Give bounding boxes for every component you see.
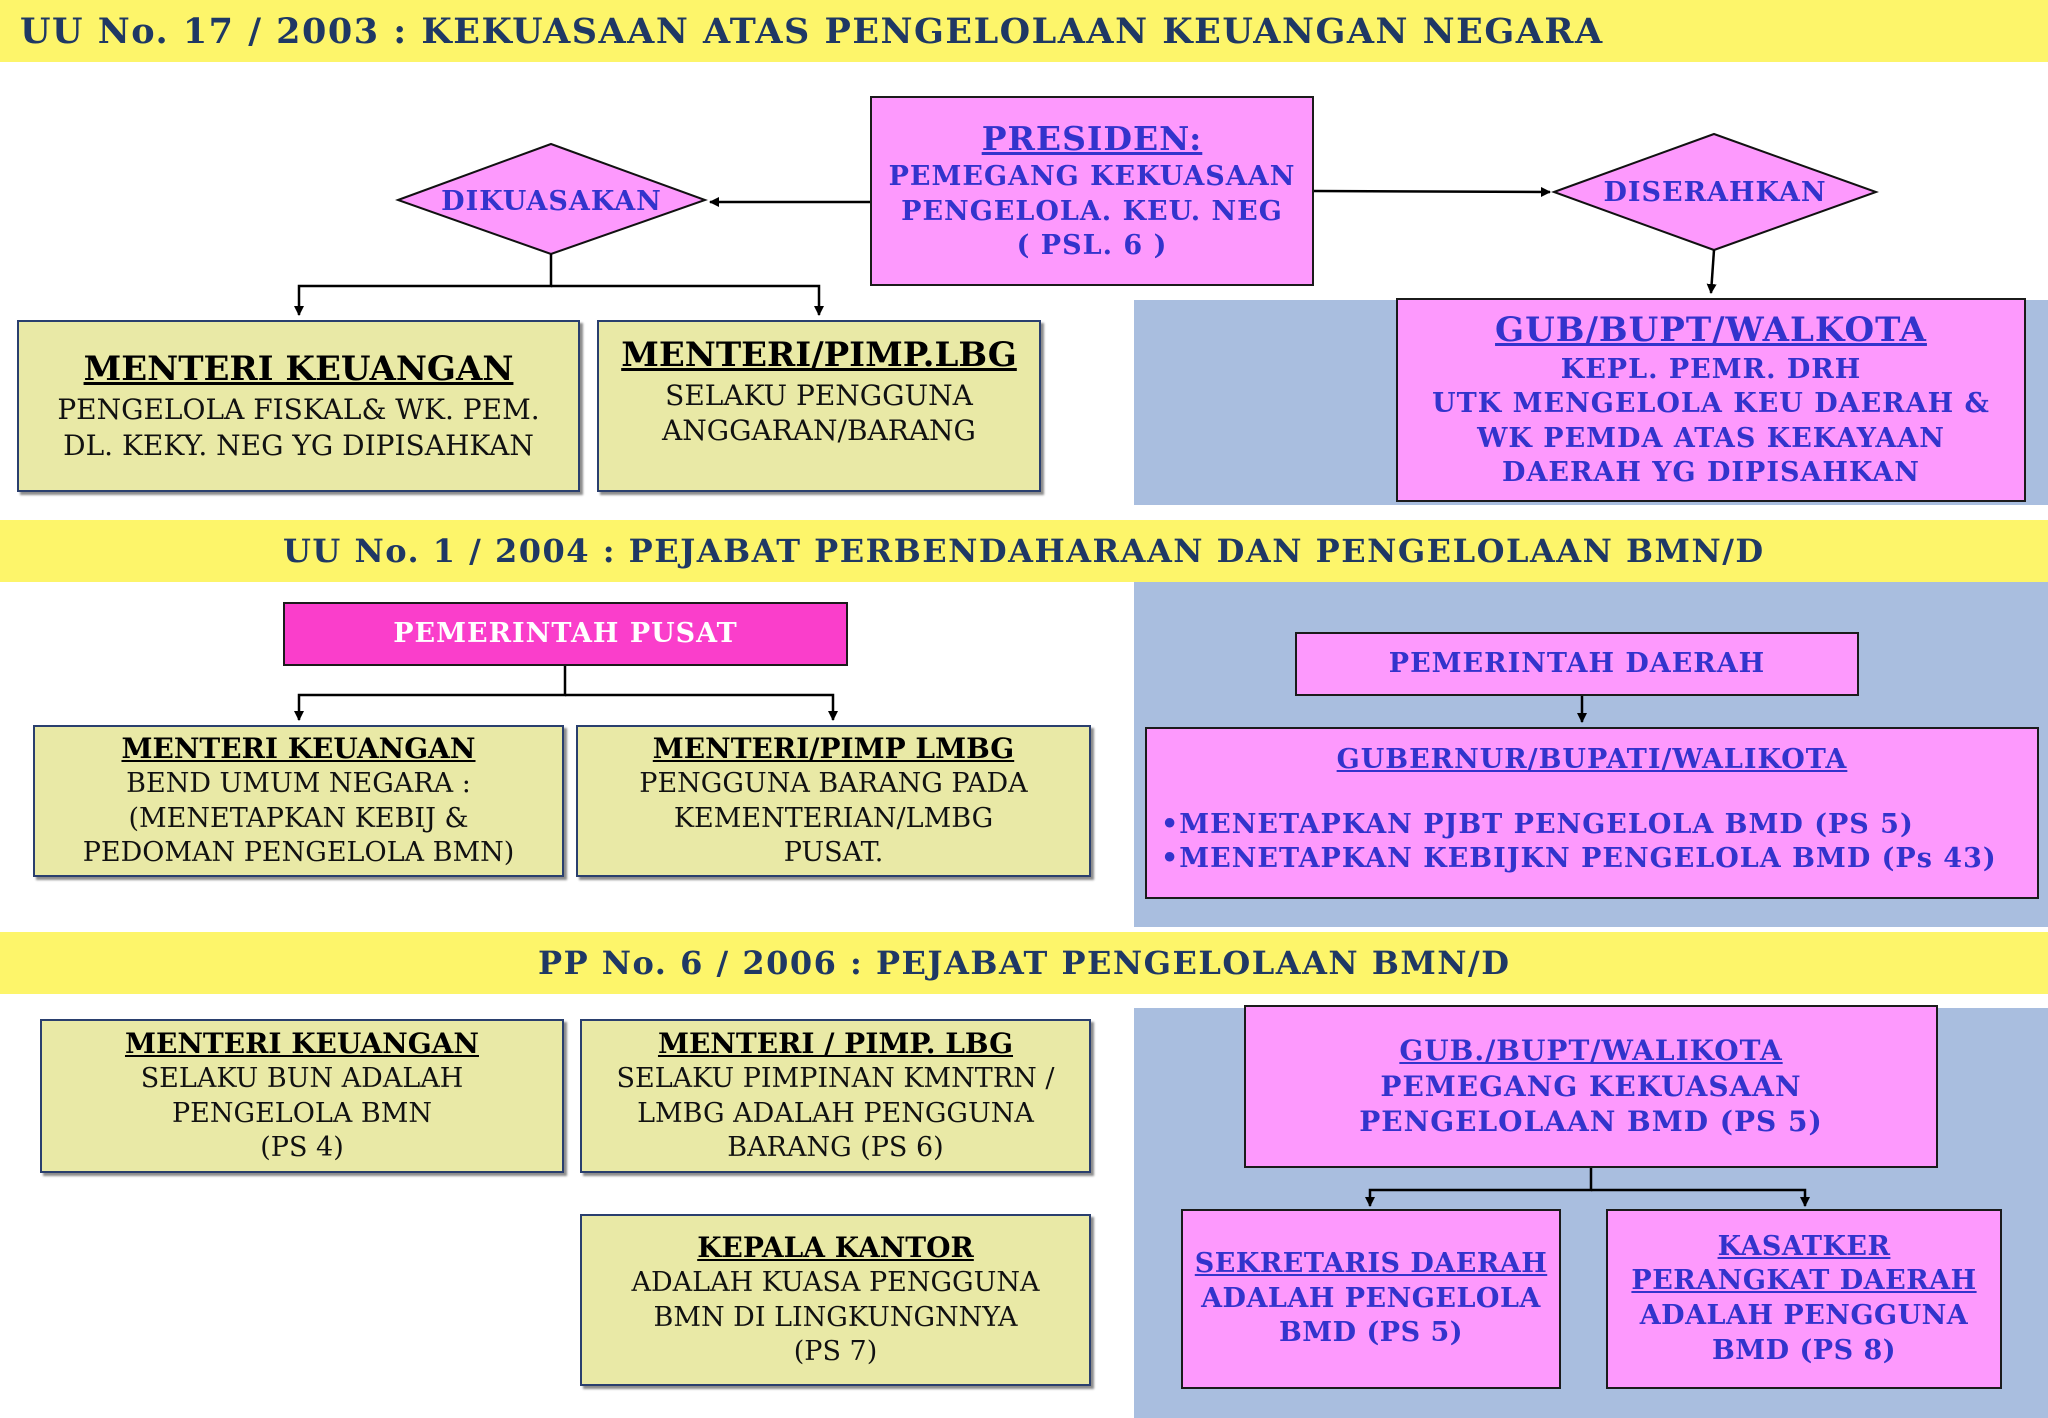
s1-menteri-keuangan-box bbox=[17, 320, 580, 492]
kasatker-title: KASATKER bbox=[1717, 1230, 1891, 1262]
arrow-diserahkan-gub bbox=[1711, 250, 1714, 293]
s2-menteri-keuangan-box bbox=[33, 725, 564, 877]
s3-gub-title: GUB./BUPT/WALIKOTA bbox=[1399, 1033, 1783, 1067]
s3-menteri-keuangan-line1: SELAKU BUN ADALAH bbox=[140, 1063, 464, 1095]
dikuasakan-label: DIKUASAKAN bbox=[441, 185, 662, 217]
s3-menteri-keuangan-box bbox=[40, 1019, 564, 1173]
s3-menteri-pimp-line1: SELAKU PIMPINAN KMNTRN / bbox=[616, 1063, 1055, 1095]
s3-menteri-pimp-title: MENTERI / PIMP. LBG bbox=[657, 1027, 1014, 1061]
s1-gub-line2: UTK MENGELOLA KEU DAERAH & bbox=[1432, 388, 1990, 420]
s2-gubernur-box bbox=[1145, 727, 2039, 899]
connector-dikuasakan-tree bbox=[299, 254, 551, 315]
s1-menteri-keuangan-line2: DL. KEKY. NEG YG DIPISAHKAN bbox=[63, 428, 534, 462]
arrow-presiden-diserahkan bbox=[1314, 191, 1550, 192]
s2-gubernur-bullet2: •MENETAPKAN KEBIJKN PENGELOLA BMD (Ps 43) bbox=[1161, 843, 1997, 875]
s3-menteri-pimp-line2: LMBG ADALAH PENGGUNA bbox=[637, 1097, 1034, 1129]
s3-menteri-pimp-box bbox=[580, 1019, 1091, 1173]
pemerintah-pusat-label: PEMERINTAH PUSAT bbox=[393, 617, 738, 649]
kepala-kantor-box bbox=[580, 1214, 1091, 1386]
s1-menteri-pimp-line2: ANGGARAN/BARANG bbox=[662, 414, 976, 448]
s3-gub-line1: PEMEGANG KEKUASAAN bbox=[1380, 1069, 1802, 1103]
sekda-line2: BMD (PS 5) bbox=[1278, 1317, 1464, 1349]
sekda-box bbox=[1181, 1209, 1561, 1389]
connector-dikuasakan-right bbox=[551, 286, 819, 315]
s1-gub-line4: DAERAH YG DIPISAHKAN bbox=[1502, 457, 1920, 489]
s1-gub-line3: WK PEMDA ATAS KEKAYAAN bbox=[1477, 422, 1945, 454]
s3-menteri-keuangan-title: MENTERI KEUANGAN bbox=[124, 1027, 479, 1061]
connector-pusat-left bbox=[299, 666, 565, 720]
sekda-line1: ADALAH PENGELOLA bbox=[1201, 1282, 1541, 1314]
kepala-kantor-line3: (PS 7) bbox=[793, 1336, 878, 1368]
kepala-kantor-line2: BMN DI LINGKUNGNNYA bbox=[653, 1301, 1018, 1333]
s2-menteri-keuangan-line3: PEDOMAN PENGELOLA BMN) bbox=[82, 837, 515, 869]
connector-gub-kasatker bbox=[1591, 1190, 1805, 1206]
s1-menteri-pimp-title: MENTERI/PIMP.LBG bbox=[621, 335, 1017, 375]
s2-menteri-pimp-title: MENTERI/PIMP LMBG bbox=[652, 732, 1015, 766]
s2-gubernur-title: GUBERNUR/BUPATI/WALIKOTA bbox=[1336, 744, 1848, 775]
pemerintah-daerah-box bbox=[1295, 632, 1859, 696]
s3-menteri-keuangan-line3: (PS 4) bbox=[260, 1132, 344, 1164]
connector-pusat-right bbox=[565, 695, 833, 720]
pemerintah-daerah-label: PEMERINTAH DAERAH bbox=[1388, 647, 1766, 679]
s3-menteri-pimp-line3: BARANG (PS 6) bbox=[727, 1132, 944, 1164]
s1-menteri-keuangan-line1: PENGELOLA FISKAL& WK. PEM. bbox=[57, 392, 540, 426]
s1-menteri-pimp-box bbox=[597, 320, 1041, 492]
s3-menteri-keuangan-line2: PENGELOLA BMN bbox=[172, 1097, 432, 1129]
s2-menteri-pimp-box bbox=[576, 725, 1091, 877]
section1-title: UU No. 17 / 2003 : KEKUASAAN ATAS PENGELOLAAN KEUANGAN NEGARA bbox=[20, 10, 1604, 52]
connector-gub-sekda bbox=[1370, 1168, 1591, 1206]
s1-gub-title: GUB/BUPT/WALKOTA bbox=[1495, 310, 1927, 351]
s1-gub-box bbox=[1396, 298, 2026, 502]
presiden-line3: ( PSL. 6 ) bbox=[1016, 230, 1168, 262]
section2-title: UU No. 1 / 2004 : PEJABAT PERBENDAHARAAN DAN PENGELOLAAN BMN/D bbox=[283, 532, 1765, 570]
sekda-title: SEKRETARIS DAERAH bbox=[1194, 1248, 1548, 1280]
s2-menteri-keuangan-title: MENTERI KEUANGAN bbox=[121, 732, 476, 766]
kepala-kantor-title: KEPALA KANTOR bbox=[697, 1231, 974, 1265]
section3-title: PP No. 6 / 2006 : PEJABAT PENGELOLAAN BMN/D bbox=[538, 944, 1511, 982]
s2-menteri-pimp-line1: PENGGUNA BARANG PADA bbox=[639, 768, 1028, 800]
kepala-kantor-line1: ADALAH KUASA PENGGUNA bbox=[631, 1267, 1040, 1299]
s3-gub-box bbox=[1244, 1005, 1938, 1168]
s2-gubernur-bullet1: •MENETAPKAN PJBT PENGELOLA BMD (PS 5) bbox=[1161, 808, 1914, 840]
s1-menteri-pimp-line1: SELAKU PENGGUNA bbox=[665, 378, 973, 412]
kasatker-box bbox=[1606, 1209, 2002, 1389]
s1-gub-line1: KEPL. PEMR. DRH bbox=[1560, 353, 1862, 385]
s3-gub-line2: PENGELOLAAN BMD (PS 5) bbox=[1359, 1105, 1823, 1139]
s2-menteri-keuangan-line2: (MENETAPKAN KEBIJ & bbox=[128, 802, 469, 834]
kasatker-title2: PERANGKAT DAERAH bbox=[1631, 1265, 1977, 1297]
s2-menteri-pimp-line3: PUSAT. bbox=[783, 837, 884, 869]
pemerintah-pusat-box bbox=[283, 602, 848, 666]
presiden-box bbox=[870, 96, 1314, 286]
diserahkan-label: DISERAHKAN bbox=[1603, 176, 1827, 208]
presiden-line2: PENGELOLA. KEU. NEG bbox=[901, 195, 1283, 227]
s2-menteri-pimp-line2: KEMENTERIAN/LMBG bbox=[673, 802, 994, 834]
presiden-line1: PEMEGANG KEKUASAAN bbox=[888, 161, 1296, 193]
kasatker-line2: BMD (PS 8) bbox=[1711, 1334, 1897, 1366]
s1-menteri-keuangan-title: MENTERI KEUANGAN bbox=[83, 349, 514, 390]
kasatker-line1: ADALAH PENGGUNA bbox=[1639, 1300, 1969, 1331]
presiden-title: PRESIDEN: bbox=[981, 119, 1203, 159]
s2-menteri-keuangan-line1: BEND UMUM NEGARA : bbox=[126, 768, 471, 800]
